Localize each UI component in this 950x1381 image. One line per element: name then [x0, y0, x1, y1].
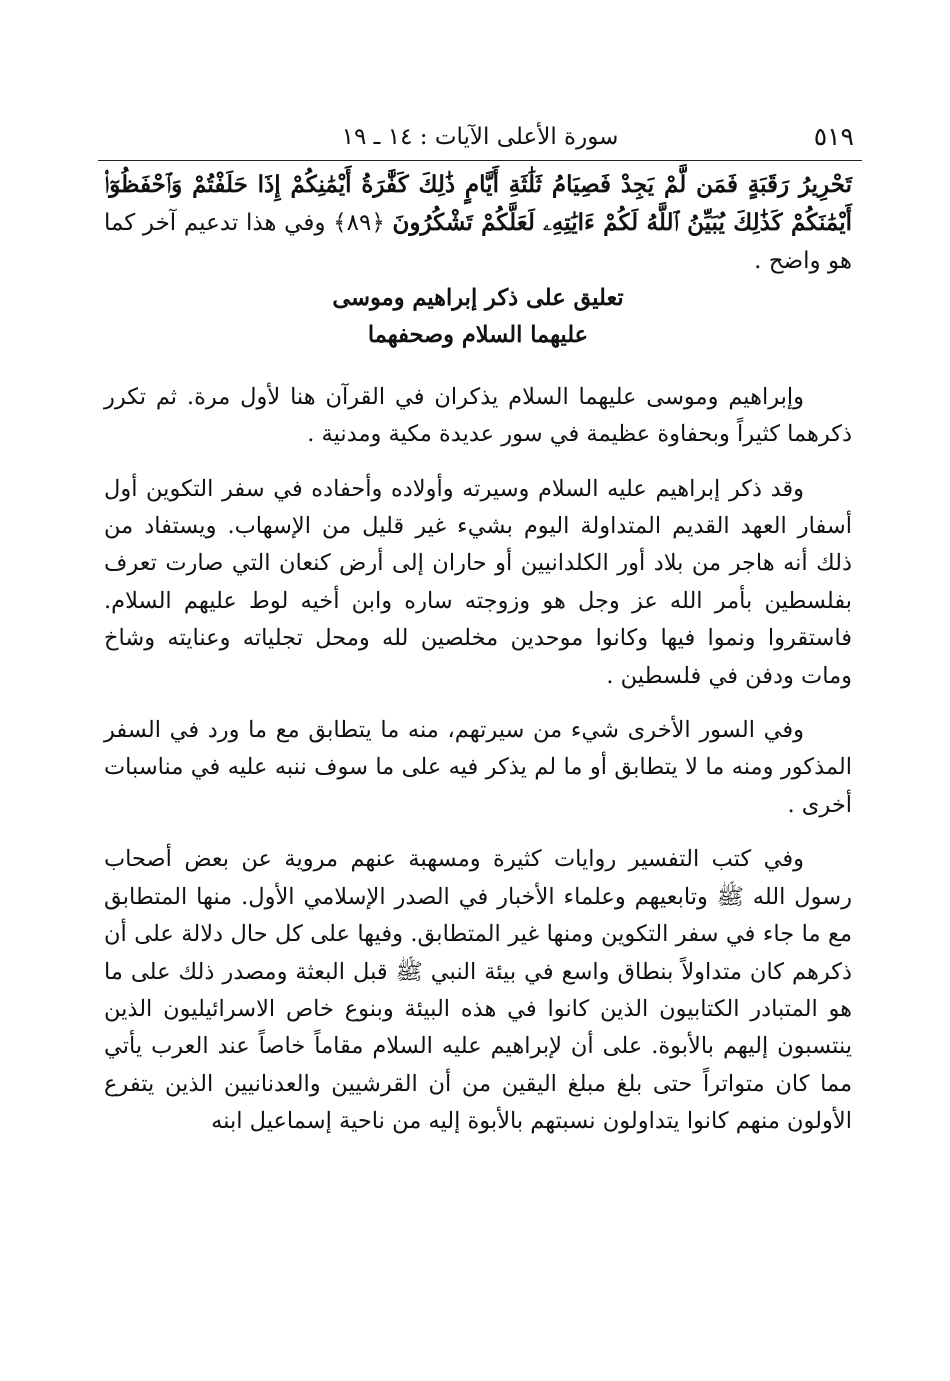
spacer: [104, 824, 852, 841]
header-title: سورة الأعلى الآيات : ١٤ ـ ١٩: [341, 124, 619, 150]
opening-paragraph: [104, 166, 852, 280]
body-paragraph: وقد ذكر إبراهيم عليه السلام وسيرته وأولاده وأحفاده في سفر التكوين أول أسفار العهد القديم المتداولة اليوم بشيء غير قليل من الإسهاب. ويستفاد من ذلك أنه هاجر من بلاد أور الكلدانيين أو حاران إلى أرض كنعان التي صارت تعرف بفلسطين بأمر الله عز وجل هو وزوجته ساره وابن أخيه لوط عليهم السلام. فاستقروا ونموا فيها وكانوا موحدين مخلصين لله ومحل تجلياته وعنايته وشاخ ومات ودفن في فلسطين .: [104, 475, 852, 689]
body-paragraph: وفي كتب التفسير روايات كثيرة ومسهبة عنهم مروية عن بعض أصحاب رسول الله ﷺ وتابعيهم وعلماء الأخبار في الصدر الإسلامي الأول. منها المتطابق مع ما جاء في سفر التكوين ومنها غير المتطابق. وفيها على كل حال دلالة على أن ذكرهم كان متداولاً بنطاق واسع في بيئة النبي ﷺ قبل البعثة ومصدر ذلك على ما هو المتبادر الكتابيون الذين كانوا في هذه البيئة وبنوع خاص الاسرائيليون الذين ينتسبون إليهم بالأبوة. على أن لإبراهيم عليه السلام مقاماً خاصاً عند العرب يأتي مما كان متواتراً حتى بلغ مبلغ اليقين من أن القرشيين والعدنانيين الذين يتفرع الأولون منهم كانوا يتداولون نسبتهم بالأبوة إليه من ناحية إسماعيل ابنه: [104, 846, 852, 1135]
section-heading-line-2: عليهما السلام وصحفهما: [367, 322, 589, 349]
spacer: [104, 695, 852, 712]
section-heading-line-1: تعليق على ذكر إبراهيم وموسى: [332, 285, 624, 311]
spacer: [104, 355, 852, 379]
running-header: [98, 120, 862, 161]
spacer: [104, 454, 852, 471]
page-body: [104, 166, 852, 1141]
body-paragraph: وإبراهيم وموسى عليهما السلام يذكران في القرآن هنا لأول مرة. ثم تكرر ذكرهما كثيراً وبحفاوة عظيمة في سور عديدة مكية ومدنية .: [104, 383, 852, 448]
page-number: ٥١٩: [813, 122, 854, 151]
ayah-number-marker: ﴿٨٩﴾: [333, 210, 385, 236]
body-paragraph: وفي السور الأخرى شيء من سيرتهم، منه ما يتطابق مع ما ورد في السفر المذكور ومنه ما لا يتطابق أو ما لم يذكر فيه على ما سوف ننبه عليه في مناسبات أخرى .: [104, 717, 852, 818]
quran-verse: تَحْرِيرُ رَقَبَةٍ فَمَن لَّمْ يَجِدْ فَصِيَامُ ثَلَٰثَةِ أَيَّامٍ ذَٰلِكَ كَفَّٰرَةُ أَيْمَٰنِكُمْ إِذَا حَلَفْتُمْ وَٱحْفَظُوٓا۟ أَيْمَٰنَكُمْ كَذَٰلِكَ يُبَيِّنُ ٱللَّهُ لَكُمْ ءَايَٰتِهِۦ لَعَلَّكُمْ تَشْكُرُونَ: [104, 171, 853, 236]
opening-tail-text: وفي هذا تدعيم آخر كما هو واضح .: [104, 210, 852, 274]
